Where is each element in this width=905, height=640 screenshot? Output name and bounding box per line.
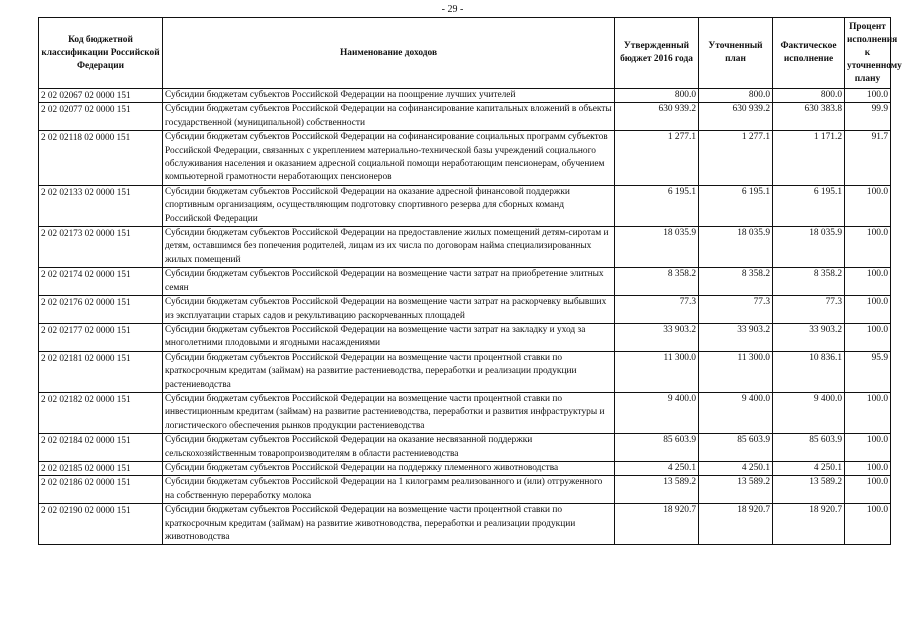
row-name: Субсидии бюджетам субъектов Российской Федерации на возмещение части затрат на приобретение элитных семян xyxy=(163,268,615,296)
row-code: 2 02 02176 02 0000 151 xyxy=(39,296,163,324)
page-number: - 29 - xyxy=(441,4,464,15)
row-refined: 13 589.2 xyxy=(699,476,773,504)
row-code: 2 02 02185 02 0000 151 xyxy=(39,461,163,475)
table-row xyxy=(39,323,891,351)
row-name: Субсидии бюджетам субъектов Российской Федерации на возмещение части затрат на закладку и уход за многолетними плодовыми и ягодными насаждениями xyxy=(163,323,615,351)
row-refined: 8 358.2 xyxy=(699,268,773,296)
row-percent: 91.7 xyxy=(845,131,891,186)
row-code: 2 02 02184 02 0000 151 xyxy=(39,434,163,462)
row-percent: 100.0 xyxy=(845,268,891,296)
row-percent: 100.0 xyxy=(845,185,891,226)
budget-revenue-table xyxy=(38,17,902,545)
row-actual: 8 358.2 xyxy=(773,268,845,296)
table-row xyxy=(39,131,891,186)
row-approved: 9 400.0 xyxy=(615,392,699,433)
row-percent: 100.0 xyxy=(845,323,891,351)
row-name: Субсидии бюджетам субъектов Российской Федерации на возмещение части процентной ставки по краткосрочным кредитам (займам) на развитие животноводства, переработки и реализации продукции животноводства xyxy=(163,504,615,545)
row-refined: 9 400.0 xyxy=(699,392,773,433)
row-actual: 10 836.1 xyxy=(773,351,845,392)
row-refined: 800.0 xyxy=(699,89,773,103)
row-actual: 77.3 xyxy=(773,296,845,324)
table-row xyxy=(39,268,891,296)
table-row xyxy=(39,103,891,131)
row-name: Субсидии бюджетам субъектов Российской Федерации на поддержку племенного животноводства xyxy=(163,461,615,475)
row-actual: 6 195.1 xyxy=(773,185,845,226)
row-refined: 4 250.1 xyxy=(699,461,773,475)
header-name: Наименование доходов xyxy=(163,18,615,89)
row-approved: 800.0 xyxy=(615,89,699,103)
row-code: 2 02 02173 02 0000 151 xyxy=(39,227,163,268)
row-name: Субсидии бюджетам субъектов Российской Федерации на возмещение части затрат на раскорчевку выбывших из эксплуатации старых садов и рекультивацию раскорчеванных площадей xyxy=(163,296,615,324)
row-code: 2 02 02177 02 0000 151 xyxy=(39,323,163,351)
row-approved: 8 358.2 xyxy=(615,268,699,296)
row-refined: 630 939.2 xyxy=(699,103,773,131)
row-code: 2 02 02174 02 0000 151 xyxy=(39,268,163,296)
row-name: Субсидии бюджетам субъектов Российской Федерации на возмещение части процентной ставки по краткосрочным кредитам (займам) на развитие растениеводства, переработки и реализации продукции растениеводства xyxy=(163,351,615,392)
row-code: 2 02 02186 02 0000 151 xyxy=(39,476,163,504)
row-refined: 11 300.0 xyxy=(699,351,773,392)
row-percent: 95.9 xyxy=(845,351,891,392)
row-percent: 100.0 xyxy=(845,476,891,504)
table-row xyxy=(39,504,891,545)
row-actual: 18 920.7 xyxy=(773,504,845,545)
row-name: Субсидии бюджетам субъектов Российской Федерации на оказание несвязанной поддержки сельскохозяйственным товаропроизводителям в области растениеводства xyxy=(163,434,615,462)
row-approved: 18 920.7 xyxy=(615,504,699,545)
row-percent: 100.0 xyxy=(845,89,891,103)
row-actual: 18 035.9 xyxy=(773,227,845,268)
table-row xyxy=(39,89,891,103)
table-header-row xyxy=(39,18,891,89)
row-approved: 6 195.1 xyxy=(615,185,699,226)
row-percent: 100.0 xyxy=(845,392,891,433)
row-percent: 100.0 xyxy=(845,227,891,268)
table-row xyxy=(39,351,891,392)
row-name: Субсидии бюджетам субъектов Российской Федерации на софинансирование капитальных вложений в объекты государственной (муниципальной) собственности xyxy=(163,103,615,131)
row-approved: 33 903.2 xyxy=(615,323,699,351)
row-actual: 1 171.2 xyxy=(773,131,845,186)
row-actual: 630 383.8 xyxy=(773,103,845,131)
row-actual: 4 250.1 xyxy=(773,461,845,475)
row-refined: 85 603.9 xyxy=(699,434,773,462)
row-code: 2 02 02190 02 0000 151 xyxy=(39,504,163,545)
header-refined: Уточненный план xyxy=(699,18,773,89)
row-approved: 11 300.0 xyxy=(615,351,699,392)
table-row xyxy=(39,227,891,268)
row-approved: 4 250.1 xyxy=(615,461,699,475)
row-percent: 100.0 xyxy=(845,504,891,545)
header-percent: Процент исполнения к уточненному плану xyxy=(845,18,891,89)
row-name: Субсидии бюджетам субъектов Российской Федерации на поощрение лучших учителей xyxy=(163,89,615,103)
row-approved: 1 277.1 xyxy=(615,131,699,186)
row-refined: 6 195.1 xyxy=(699,185,773,226)
row-refined: 33 903.2 xyxy=(699,323,773,351)
row-code: 2 02 02133 02 0000 151 xyxy=(39,185,163,226)
header-approved: Утвержденный бюджет 2016 года xyxy=(615,18,699,89)
row-actual: 13 589.2 xyxy=(773,476,845,504)
row-name: Субсидии бюджетам субъектов Российской Федерации на софинансирование социальных программ субъектов Российской Федерации, связанных с укреплением материально-технической базы учреждений социального обслуживания населения и оказанием адресной социальной помощи неработающим пенсионерам, обучением компьютерной грамотности неработающих пенсионеров xyxy=(163,131,615,186)
row-actual: 33 903.2 xyxy=(773,323,845,351)
header-code: Код бюджетной классификации Российской Федерации xyxy=(39,18,163,89)
row-refined: 18 920.7 xyxy=(699,504,773,545)
table-body xyxy=(39,89,891,545)
row-name: Субсидии бюджетам субъектов Российской Федерации на предоставление жилых помещений детям-сиротам и детям, оставшимся без попечения родителей, лицам из их числа по договорам найма специализированных жилых помещений xyxy=(163,227,615,268)
row-percent: 99.9 xyxy=(845,103,891,131)
row-actual: 9 400.0 xyxy=(773,392,845,433)
row-code: 2 02 02077 02 0000 151 xyxy=(39,103,163,131)
row-name: Субсидии бюджетам субъектов Российской Федерации на оказание адресной финансовой поддержки спортивным организациям, осуществляющим подготовку спортивного резерва для сборных команд Российской Федерации xyxy=(163,185,615,226)
row-refined: 77.3 xyxy=(699,296,773,324)
row-approved: 85 603.9 xyxy=(615,434,699,462)
table-row xyxy=(39,476,891,504)
row-actual: 85 603.9 xyxy=(773,434,845,462)
row-code: 2 02 02182 02 0000 151 xyxy=(39,392,163,433)
row-percent: 100.0 xyxy=(845,434,891,462)
row-code: 2 02 02067 02 0000 151 xyxy=(39,89,163,103)
table-row xyxy=(39,434,891,462)
row-code: 2 02 02181 02 0000 151 xyxy=(39,351,163,392)
row-approved: 630 939.2 xyxy=(615,103,699,131)
row-code: 2 02 02118 02 0000 151 xyxy=(39,131,163,186)
table-row xyxy=(39,461,891,475)
table-row xyxy=(39,185,891,226)
header-actual: Фактическое исполнение xyxy=(773,18,845,89)
row-actual: 800.0 xyxy=(773,89,845,103)
table-row xyxy=(39,392,891,433)
row-refined: 1 277.1 xyxy=(699,131,773,186)
row-approved: 13 589.2 xyxy=(615,476,699,504)
row-percent: 100.0 xyxy=(845,461,891,475)
row-approved: 77.3 xyxy=(615,296,699,324)
row-percent: 100.0 xyxy=(845,296,891,324)
table-row xyxy=(39,296,891,324)
row-refined: 18 035.9 xyxy=(699,227,773,268)
row-approved: 18 035.9 xyxy=(615,227,699,268)
row-name: Субсидии бюджетам субъектов Российской Федерации на возмещение части процентной ставки по инвестиционным кредитам (займам) на развитие растениеводства, переработки и развития инфраструктуры и логистического обеспечения рынков продукции растениеводства xyxy=(163,392,615,433)
row-name: Субсидии бюджетам субъектов Российской Федерации на 1 килограмм реализованного и (или) отгруженного на собственную переработку молока xyxy=(163,476,615,504)
